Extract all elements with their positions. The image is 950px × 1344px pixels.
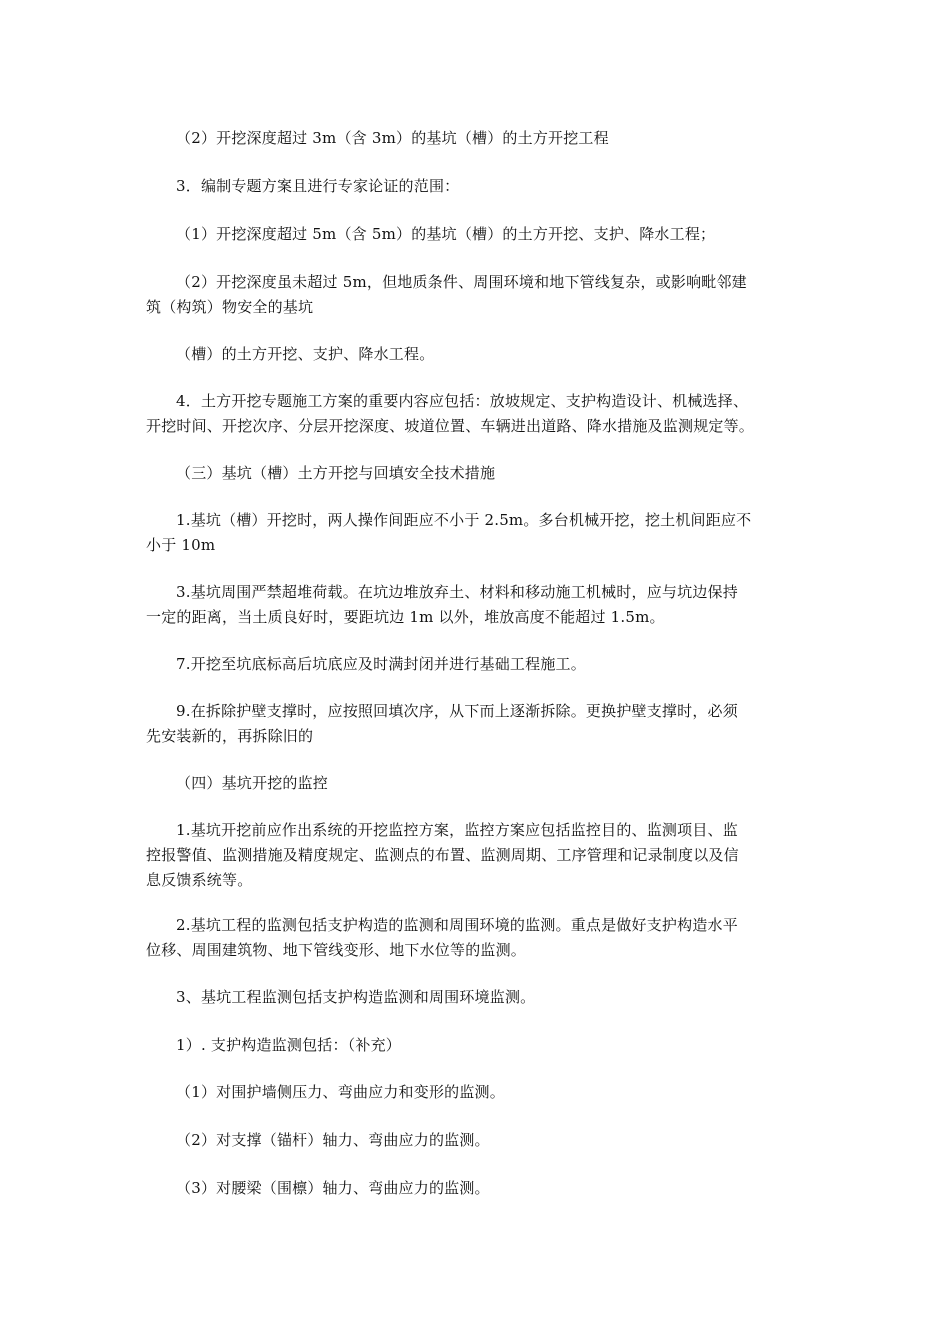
paragraph-surcharge-load bbox=[146, 580, 806, 630]
paragraph-monitoring-scope bbox=[146, 913, 806, 963]
text-line: 7.开挖至坑底标高后坑底应及时满封闭并进行基础工程施工。 bbox=[176, 655, 586, 673]
list-item-strut-anchor bbox=[146, 1128, 806, 1153]
text-line: 2.基坑工程的监测包括支护构造的监测和周围环境的监测。重点是做好支护构造水平 bbox=[176, 916, 738, 934]
text-line: （2）对支撑（锚杆）轴力、弯曲应力的监测。 bbox=[176, 1131, 490, 1149]
paragraph-open-excavation-over-3m bbox=[146, 126, 806, 151]
paragraph-support-removal bbox=[146, 699, 806, 749]
paragraph-operator-spacing bbox=[146, 508, 806, 558]
paragraph-monitoring-plan bbox=[146, 818, 806, 893]
paragraph-expert-review-scope bbox=[146, 174, 806, 199]
text-line: （2）开挖深度虽未超过 5m，但地质条件、周围环境和地下管线复杂，或影响毗邻建 bbox=[176, 273, 747, 291]
text-line: 3.基坑周围严禁超堆荷载。在坑边堆放弃土、材料和移动施工机械时，应与坑边保持 bbox=[176, 583, 738, 601]
paragraph-pit-bottom-sealing bbox=[146, 652, 806, 677]
text-line: 先安装新的，再拆除旧的 bbox=[146, 727, 314, 745]
text-line: 3．编制专题方案且进行专家论证的范围： bbox=[176, 177, 460, 195]
text-line: （2）开挖深度超过 3m（含 3m）的基坑（槽）的土方开挖工程 bbox=[176, 129, 609, 147]
list-item-retaining-wall bbox=[146, 1080, 806, 1105]
text-line: 1.基坑开挖前应作出系统的开挖监控方案，监控方案应包括监控目的、监测项目、监 bbox=[176, 821, 738, 839]
text-line: 4．土方开挖专题施工方案的重要内容应包括：放坡规定、支护构造设计、机械选择、 bbox=[176, 392, 749, 410]
text-line: 位移、周围建筑物、地下管线变形、地下水位等的监测。 bbox=[146, 941, 527, 959]
text-line: 一定的距离，当土质良好时，要距坑边 1m 以外，堆放高度不能超过 1.5m。 bbox=[146, 608, 665, 626]
text-line: 3、基坑工程监测包括支护构造监测和周围环境监测。 bbox=[176, 988, 536, 1006]
section-heading-safety-measures bbox=[146, 461, 806, 486]
text-line: （1）开挖深度超过 5m（含 5m）的基坑（槽）的土方开挖、支护、降水工程； bbox=[176, 225, 716, 243]
paragraph-support-monitoring-heading bbox=[146, 1033, 806, 1058]
list-item-waling-beam bbox=[146, 1176, 806, 1201]
text-line: 9.在拆除护壁支撑时，应按照回填次序，从下而上逐渐拆除。更换护壁支撑时，必须 bbox=[176, 702, 738, 720]
text-line: （1）对围护墙侧压力、弯曲应力和变形的监测。 bbox=[176, 1083, 505, 1101]
text-line: （3）对腰梁（围檩）轴力、弯曲应力的监测。 bbox=[176, 1179, 490, 1197]
paragraph-trench-works bbox=[146, 342, 806, 367]
text-line: 息反馈系统等。 bbox=[146, 871, 253, 889]
section-heading-monitoring bbox=[146, 771, 806, 796]
paragraph-over-5m bbox=[146, 222, 806, 247]
paragraph-under-5m-complex bbox=[146, 270, 806, 320]
text-line: 1.基坑（槽）开挖时，两人操作间距应不小于 2.5m。多台机械开挖，挖土机间距应不 bbox=[176, 511, 752, 529]
text-line: 开挖时间、开挖次序、分层开挖深度、坡道位置、车辆进出道路、降水措施及监测规定等。 bbox=[146, 417, 755, 435]
text-line: 控报警值、监测措施及精度规定、监测点的布置、监测周期、工序管理和记录制度以及信 bbox=[146, 846, 739, 864]
text-line: （槽）的土方开挖、支护、降水工程。 bbox=[176, 345, 435, 363]
paragraph-monitoring-includes bbox=[146, 985, 806, 1010]
paragraph-plan-contents bbox=[146, 389, 806, 439]
text-line: 1）. 支护构造监测包括：（补充） bbox=[176, 1036, 401, 1054]
text-line: 筑（构筑）物安全的基坑 bbox=[146, 298, 314, 316]
text-line: 小于 10m bbox=[146, 536, 216, 554]
text-line: （四）基坑开挖的监控 bbox=[176, 774, 329, 792]
text-line: （三）基坑（槽）土方开挖与回填安全技术措施 bbox=[176, 464, 496, 482]
